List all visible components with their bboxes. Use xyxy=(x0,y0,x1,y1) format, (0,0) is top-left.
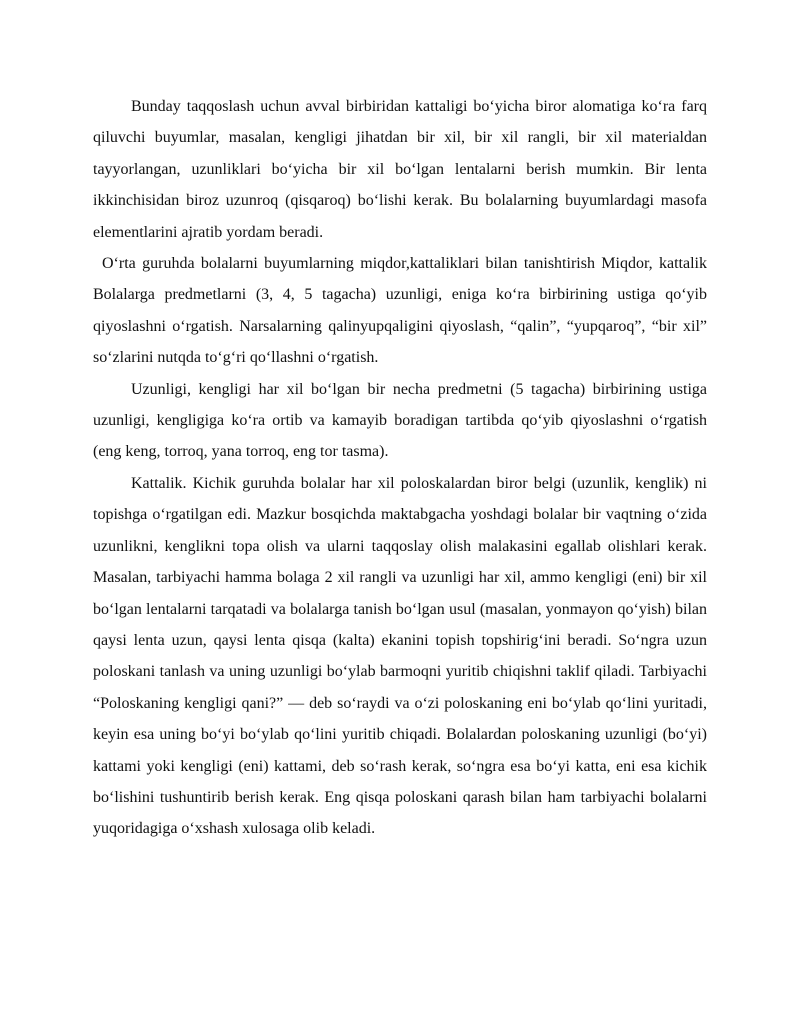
document-body xyxy=(93,91,707,845)
paragraph-comparison-intro: Bunday taqqoslash uchun avval birbiridan kattaligi bo‘yicha biror alomatiga ko‘ra farq qiluvchi buyumlar, masalan, kengligi jihatdan bir xil, bir xil rangli, bir xil materialdan tayyorlangan, uzunliklari bo‘yicha bir xil bo‘lgan lentalarni berish mumkin. Bir lenta ikkinchisidan biroz uzunroq (qisqaroq) bo‘lishi kerak. Bu bolalarning buyumlardagi masofa elementlarini ajratib yordam beradi. xyxy=(93,98,707,241)
paragraph-size: Kattalik. Kichik guruhda bolalar har xil poloskalardan biror belgi (uzunlik, kenglik) ni topishga o‘rgatilgan edi. Mazkur bosqichda maktabgacha yoshdagi bolalar bir vaqtning o‘zida uzunlikni, kenglikni topa olish va ularni taqqoslay olish malakasini egallab olishlari kerak. Masalan, tarbiyachi hamma bolaga 2 xil rangli va uzunligi har xil, ammo kengligi (eni) bir xil bo‘lgan lentalarni tarqatadi va bolalarga tanish bo‘lgan usul (masalan, yonmayon qo‘yish) bilan qaysi lenta uzun, qaysi lenta qisqa (kalta) ekanini topish topshirig‘ini beradi. So‘ngra uzun poloskani tanlash va uning uzunligi bo‘ylab barmoqni yuritib chiqishni taklif qiladi. Tarbiyachi “Poloskaning kengligi qani?” — deb so‘raydi va o‘zi poloskaning eni bo‘ylab qo‘lini yuritadi, keyin esa uning bo‘yi bo‘ylab qo‘lini yuritib chiqadi. Bolalardan poloskaning uzunligi (bo‘yi) kattami yoki kengligi (eni) kattami, deb so‘rash kerak, so‘ngra esa bo‘yi katta, eni esa kichik bo‘lishini tushuntirib berish kerak. Eng qisqa poloskani qarash bilan ham tarbiyachi bolalarni yuqoridagiga o‘xshash xulosaga olib keladi. xyxy=(93,474,707,838)
paragraph-middle-group: O‘rta guruhda bolalarni buyumlarning miqdor,kattaliklari bilan tanishtirish Miqdor, kattalik Bolalarga predmetlarni (3, 4, 5 tagacha) uzunligi, eniga ko‘ra birbirining ustiga qo‘yib qiyoslashni o‘rgatish. Narsalarning qalinyupqaligini qiyoslash, “qalin”, “yupqaroq”, “bir xil” so‘zlarini nutqda to‘g‘ri qo‘llashni o‘rgatish. xyxy=(93,255,707,367)
paragraph-ordering: Uzunligi, kengligi har xil bo‘lgan bir necha predmetni (5 tagacha) birbirining ustiga uzunligi, kengligiga ko‘ra ortib va kamayib boradigan tartibda qo‘yib qiyoslashni o‘rgatish (eng keng, torroq, yana torroq, eng tor tasma). xyxy=(93,380,707,461)
